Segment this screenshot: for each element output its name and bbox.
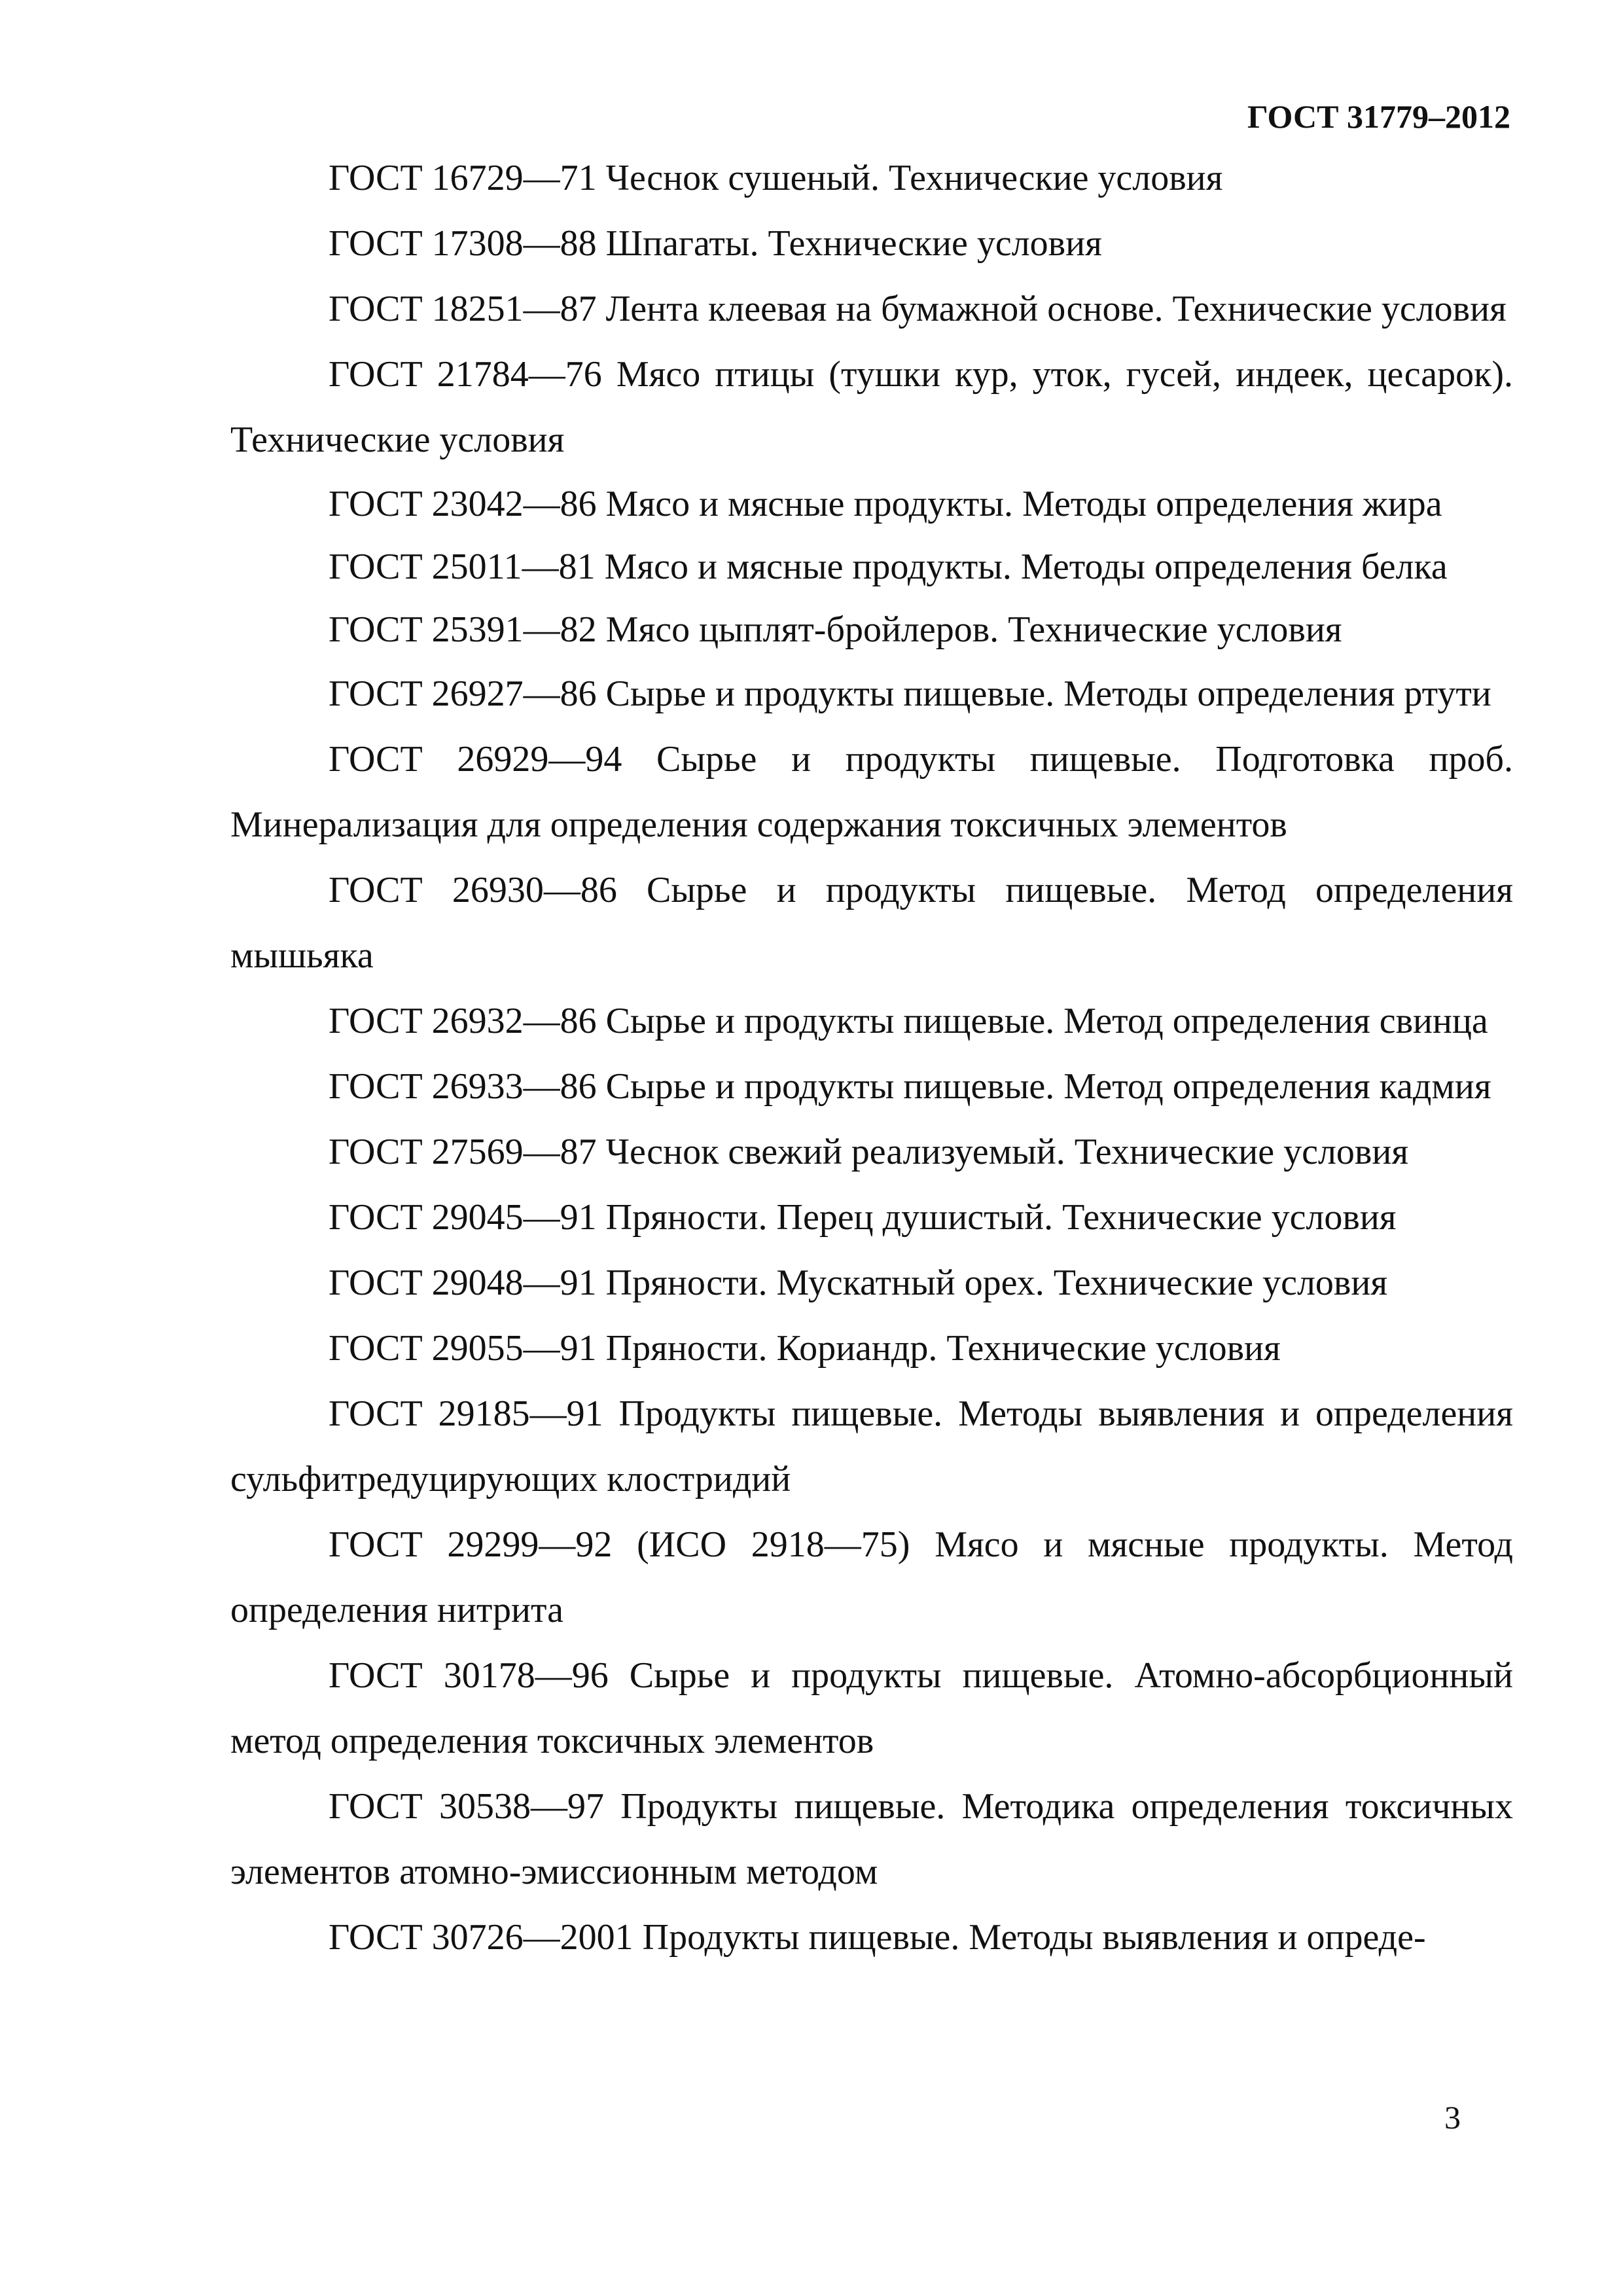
reference-entry-29299: ГОСТ 29299—92 (ИСО 2918—75) Мясо и мясные продукты. Метод определения нитрита bbox=[230, 1524, 1513, 1630]
reference-entry-23042: ГОСТ 23042—86 Мясо и мясные продукты. Методы определения жира bbox=[329, 484, 1442, 524]
reference-entry-29055: ГОСТ 29055—91 Пряности. Кориандр. Технические условия bbox=[329, 1328, 1281, 1369]
reference-entry-29048: ГОСТ 29048—91 Пряности. Мускатный орех. Технические условия bbox=[329, 1263, 1388, 1303]
reference-entry-17308: ГОСТ 17308—88 Шпагаты. Технические условия bbox=[329, 223, 1102, 264]
reference-entry-26932: ГОСТ 26932—86 Сырье и продукты пищевые. Метод определения свинца bbox=[329, 1001, 1488, 1041]
normative-references-list bbox=[230, 145, 1513, 1970]
reference-entry-16729: ГОСТ 16729—71 Чеснок сушеный. Технические условия bbox=[329, 158, 1223, 198]
document-header: ГОСТ 31779–2012 bbox=[1247, 98, 1510, 135]
reference-entry-26930: ГОСТ 26930—86 Сырье и продукты пищевые. Метод определения мышьяка bbox=[230, 870, 1513, 976]
reference-entry-27569: ГОСТ 27569—87 Чеснок свежий реализуемый. Технические условия bbox=[329, 1132, 1409, 1172]
reference-entry-18251: ГОСТ 18251—87 Лента клеевая на бумажной основе. Технические условия bbox=[329, 289, 1507, 329]
reference-entry-25391: ГОСТ 25391—82 Мясо цыплят-бройлеров. Технические условия bbox=[329, 609, 1342, 650]
reference-entry-30538: ГОСТ 30538—97 Продукты пищевые. Методика определения токсичных элементов атомно-эмиссионным методом bbox=[230, 1786, 1513, 1892]
reference-entry-26933: ГОСТ 26933—86 Сырье и продукты пищевые. Метод определения кадмия bbox=[329, 1066, 1491, 1107]
reference-entry-29045: ГОСТ 29045—91 Пряности. Перец душистый. Технические условия bbox=[329, 1197, 1397, 1238]
reference-entry-26927: ГОСТ 26927—86 Сырье и продукты пищевые. Методы определения ртути bbox=[329, 673, 1491, 714]
reference-entry-26929: ГОСТ 26929—94 Сырье и продукты пищевые. Подготовка проб. Минерализация для определения содержания токсичных элементов bbox=[230, 739, 1513, 845]
reference-entry-30178: ГОСТ 30178—96 Сырье и продукты пищевые. Атомно-абсорбционный метод определения токсичных элементов bbox=[230, 1655, 1513, 1761]
page-number: 3 bbox=[1444, 2099, 1461, 2136]
reference-entry-30726: ГОСТ 30726—2001 Продукты пищевые. Методы выявления и опреде- bbox=[329, 1917, 1426, 1958]
reference-entry-21784: ГОСТ 21784—76 Мясо птицы (тушки кур, уток, гусей, индеек, цесарок). Технические условия bbox=[230, 354, 1513, 460]
reference-entry-29185: ГОСТ 29185—91 Продукты пищевые. Методы выявления и определения сульфитредуцирующих клостридий bbox=[230, 1393, 1513, 1499]
reference-entry-25011: ГОСТ 25011—81 Мясо и мясные продукты. Методы определения белка bbox=[329, 547, 1448, 587]
